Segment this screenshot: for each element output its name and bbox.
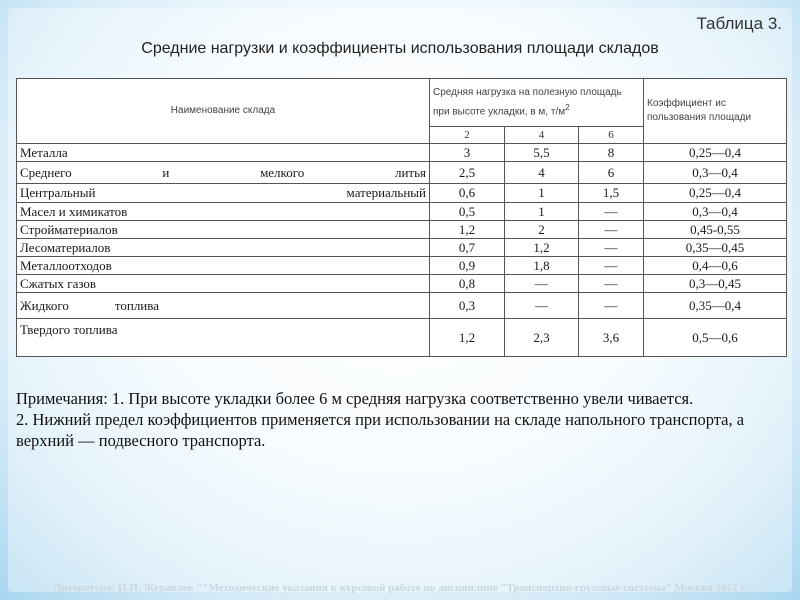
header-average-load-unit-power: 2 xyxy=(565,101,570,112)
row-name: Стройматериалов xyxy=(17,221,430,239)
row-load-h4: 2 xyxy=(505,221,579,239)
row-load-h4: 5,5 xyxy=(505,144,579,162)
header-height-4: 4 xyxy=(505,127,579,144)
row-name: Лесоматериалов xyxy=(17,239,430,257)
row-coefficient: 0,25—0,4 xyxy=(644,144,787,162)
header-area-coefficient: Коэффициент ис пользования площади xyxy=(644,79,787,144)
row-coefficient: 0,3—0,45 xyxy=(644,275,787,293)
table-row xyxy=(17,184,787,203)
row-load-h2: 0,3 xyxy=(430,293,505,319)
row-load-h4: 1,2 xyxy=(505,239,579,257)
warehouse-load-table xyxy=(16,78,787,357)
row-load-h2: 0,8 xyxy=(430,275,505,293)
row-load-h6: — xyxy=(579,239,644,257)
row-load-h6: 1,5 xyxy=(579,184,644,203)
row-load-h2: 3 xyxy=(430,144,505,162)
row-load-h2: 2,5 xyxy=(430,162,505,184)
row-load-h4: 4 xyxy=(505,162,579,184)
header-warehouse-name: Наименование склада xyxy=(17,79,430,144)
row-load-h6: — xyxy=(579,221,644,239)
header-average-load xyxy=(430,79,644,127)
row-coefficient: 0,3—0,4 xyxy=(644,203,787,221)
header-average-load-text: Средняя нагрузка на полезную площадь при высоте укладки, в м, т/м xyxy=(433,86,622,118)
table-row xyxy=(17,275,787,293)
header-height-2: 2 xyxy=(430,127,505,144)
row-load-h6: — xyxy=(579,275,644,293)
row-name: Твердого топлива xyxy=(17,319,430,357)
row-coefficient: 0,35—0,45 xyxy=(644,239,787,257)
row-coefficient: 0,5—0,6 xyxy=(644,319,787,357)
row-name: Жидкого топлива xyxy=(17,293,430,319)
row-name: Металлоотходов xyxy=(17,257,430,275)
row-load-h4: 1,8 xyxy=(505,257,579,275)
row-load-h2: 0,7 xyxy=(430,239,505,257)
row-load-h4: 1 xyxy=(505,203,579,221)
row-load-h2: 1,2 xyxy=(430,319,505,357)
note-1: Примечания: 1. При высоте укладки более 6 м средняя нагрузка соответственно увели чивается. xyxy=(16,389,694,408)
row-load-h6: — xyxy=(579,203,644,221)
row-name: Среднего и мелкого литья xyxy=(17,162,430,184)
table-row xyxy=(17,293,787,319)
note-2: 2. Нижний предел коэффициентов применяется при использовании на складе напольного транспорта, а верхний — подвесного транспорта. xyxy=(16,410,745,450)
row-name: Центральный материальный xyxy=(17,184,430,203)
notes-block xyxy=(16,388,786,451)
row-load-h4: — xyxy=(505,275,579,293)
row-load-h4: 2,3 xyxy=(505,319,579,357)
table-row xyxy=(17,144,787,162)
table-row xyxy=(17,203,787,221)
row-load-h6: 3,6 xyxy=(579,319,644,357)
row-name: Сжатых газов xyxy=(17,275,430,293)
table-row xyxy=(17,239,787,257)
row-coefficient: 0,3—0,4 xyxy=(644,162,787,184)
table-number: Таблица 3. xyxy=(696,14,782,33)
header-height-6: 6 xyxy=(579,127,644,144)
row-load-h6: — xyxy=(579,293,644,319)
literature-reference: Литература: И.П. Журавлев ""Методические указания к курсовой работе по дисциплине "Транспортно-грузовые системы" Москва 2012 г. xyxy=(53,582,747,594)
row-load-h2: 0,9 xyxy=(430,257,505,275)
table-row xyxy=(17,257,787,275)
row-load-h4: 1 xyxy=(505,184,579,203)
row-name: Масел и химикатов xyxy=(17,203,430,221)
row-load-h2: 0,5 xyxy=(430,203,505,221)
row-load-h6: — xyxy=(579,257,644,275)
table-row xyxy=(17,221,787,239)
row-load-h6: 8 xyxy=(579,144,644,162)
row-coefficient: 0,45-0,55 xyxy=(644,221,787,239)
table-row xyxy=(17,319,787,357)
row-coefficient: 0,25—0,4 xyxy=(644,184,787,203)
row-load-h2: 1,2 xyxy=(430,221,505,239)
page-title: Средние нагрузки и коэффициенты использования площади складов xyxy=(141,40,659,57)
row-load-h2: 0,6 xyxy=(430,184,505,203)
row-load-h4: — xyxy=(505,293,579,319)
row-name: Металла xyxy=(17,144,430,162)
row-coefficient: 0,35—0,4 xyxy=(644,293,787,319)
row-load-h6: 6 xyxy=(579,162,644,184)
table-row xyxy=(17,162,787,184)
row-coefficient: 0,4—0,6 xyxy=(644,257,787,275)
